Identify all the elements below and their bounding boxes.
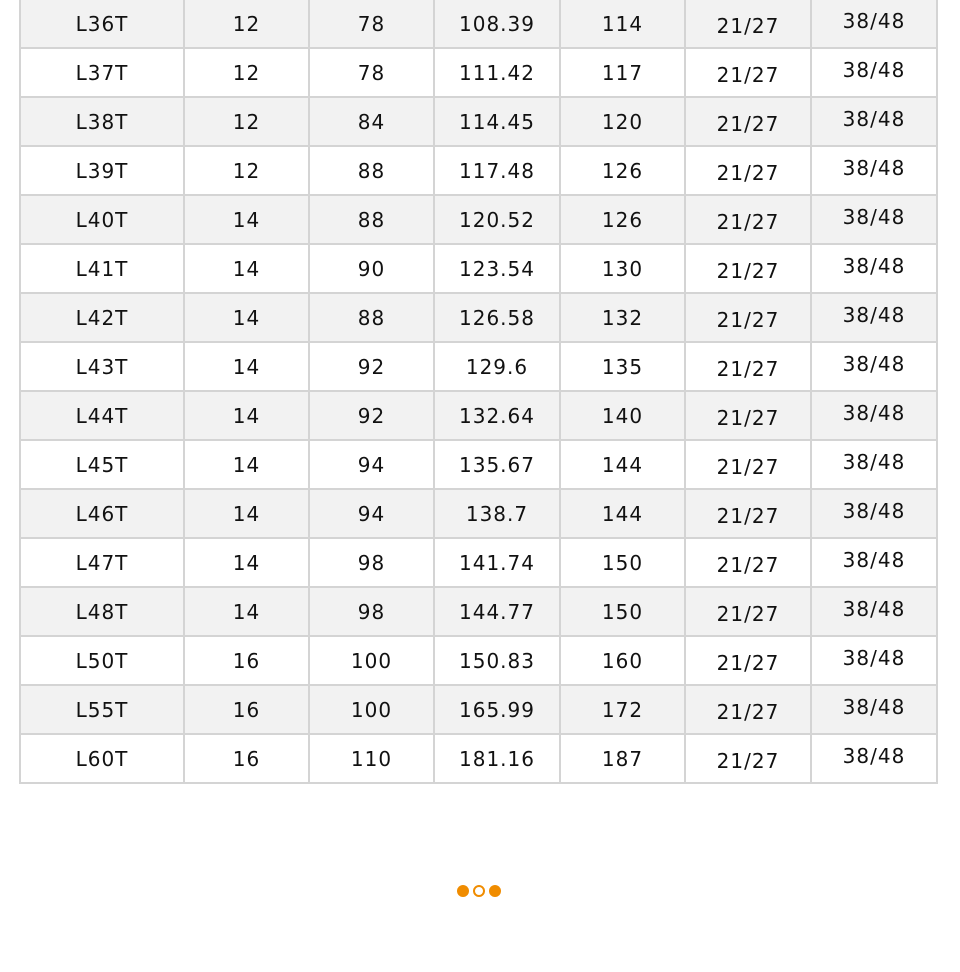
table-cell: L48T xyxy=(20,587,184,636)
table-cell: 12 xyxy=(184,48,309,97)
table-row xyxy=(20,587,937,636)
table-cell: L55T xyxy=(20,685,184,734)
table-cell: 38/48 xyxy=(811,538,937,587)
table-cell: 110 xyxy=(309,734,434,783)
table-cell: 165.99 xyxy=(434,685,560,734)
table-cell: L45T xyxy=(20,440,184,489)
table-cell: 126 xyxy=(560,146,685,195)
pagination-dot[interactable] xyxy=(489,885,501,897)
table-cell: 14 xyxy=(184,391,309,440)
table-cell: 38/48 xyxy=(811,734,937,783)
table-cell: 135 xyxy=(560,342,685,391)
table-cell: 130 xyxy=(560,244,685,293)
table-cell: 135.67 xyxy=(434,440,560,489)
table-cell: 126.58 xyxy=(434,293,560,342)
table-cell: 129.6 xyxy=(434,342,560,391)
table-cell: 88 xyxy=(309,146,434,195)
pagination-dot[interactable] xyxy=(457,885,469,897)
table-cell: 144 xyxy=(560,489,685,538)
table-cell: 38/48 xyxy=(811,489,937,538)
table-cell: 98 xyxy=(309,538,434,587)
table-cell: 78 xyxy=(309,48,434,97)
table-cell: 21/27 xyxy=(685,97,811,146)
table-row xyxy=(20,538,937,587)
table-cell: 38/48 xyxy=(811,195,937,244)
table-cell: 141.74 xyxy=(434,538,560,587)
table-row xyxy=(20,440,937,489)
table-cell: 126 xyxy=(560,195,685,244)
table-row xyxy=(20,489,937,538)
table-cell: 12 xyxy=(184,146,309,195)
table-cell: 38/48 xyxy=(811,97,937,146)
table-cell: 14 xyxy=(184,440,309,489)
table-row xyxy=(20,342,937,391)
table-cell: 14 xyxy=(184,587,309,636)
table-row xyxy=(20,48,937,97)
table-cell: 14 xyxy=(184,293,309,342)
table-cell: 38/48 xyxy=(811,293,937,342)
table-cell: 12 xyxy=(184,0,309,48)
table-cell: 123.54 xyxy=(434,244,560,293)
table-cell: 94 xyxy=(309,489,434,538)
table-cell: 21/27 xyxy=(685,489,811,538)
table-cell: 38/48 xyxy=(811,391,937,440)
table-cell: 88 xyxy=(309,293,434,342)
table-cell: 150.83 xyxy=(434,636,560,685)
table-cell: 38/48 xyxy=(811,587,937,636)
table-cell: 120 xyxy=(560,97,685,146)
table-cell: 16 xyxy=(184,734,309,783)
table-cell: 100 xyxy=(309,685,434,734)
carousel-pagination xyxy=(457,885,501,897)
table-cell: 38/48 xyxy=(811,146,937,195)
table-row xyxy=(20,734,937,783)
table-cell: 12 xyxy=(184,97,309,146)
table-cell: 150 xyxy=(560,587,685,636)
table-cell: 21/27 xyxy=(685,391,811,440)
table-cell: 21/27 xyxy=(685,440,811,489)
table-cell: 108.39 xyxy=(434,0,560,48)
table-cell: 117.48 xyxy=(434,146,560,195)
table-cell: 21/27 xyxy=(685,636,811,685)
table-cell: 21/27 xyxy=(685,538,811,587)
table-cell: 98 xyxy=(309,587,434,636)
table-cell: 100 xyxy=(309,636,434,685)
table-cell: 14 xyxy=(184,244,309,293)
table-cell: 14 xyxy=(184,538,309,587)
table-cell: L38T xyxy=(20,97,184,146)
table-row xyxy=(20,97,937,146)
table-row xyxy=(20,636,937,685)
table-cell: 144 xyxy=(560,440,685,489)
table-cell: 38/48 xyxy=(811,342,937,391)
table-cell: 21/27 xyxy=(685,587,811,636)
table-cell: 92 xyxy=(309,342,434,391)
table-cell: 111.42 xyxy=(434,48,560,97)
table-cell: L43T xyxy=(20,342,184,391)
spec-table xyxy=(19,0,938,784)
table-cell: 21/27 xyxy=(685,342,811,391)
table-row xyxy=(20,195,937,244)
table-cell: 21/27 xyxy=(685,244,811,293)
table-cell: 14 xyxy=(184,342,309,391)
table-cell: L46T xyxy=(20,489,184,538)
table-cell: 187 xyxy=(560,734,685,783)
table-cell: L50T xyxy=(20,636,184,685)
table-row xyxy=(20,0,937,48)
table-cell: 117 xyxy=(560,48,685,97)
table-body xyxy=(20,0,937,783)
table-cell: 114.45 xyxy=(434,97,560,146)
table-cell: 21/27 xyxy=(685,146,811,195)
table-cell: 172 xyxy=(560,685,685,734)
table-cell: 21/27 xyxy=(685,685,811,734)
table-cell: L42T xyxy=(20,293,184,342)
table-row xyxy=(20,146,937,195)
table-cell: 90 xyxy=(309,244,434,293)
table-cell: 114 xyxy=(560,0,685,48)
table-row xyxy=(20,244,937,293)
table-cell: 38/48 xyxy=(811,440,937,489)
table-cell: 16 xyxy=(184,685,309,734)
table-cell: 38/48 xyxy=(811,244,937,293)
table-cell: L39T xyxy=(20,146,184,195)
table-cell: 14 xyxy=(184,489,309,538)
table-cell: L37T xyxy=(20,48,184,97)
table-cell: 78 xyxy=(309,0,434,48)
table-cell: 138.7 xyxy=(434,489,560,538)
table-cell: 38/48 xyxy=(811,0,937,48)
table-cell: 16 xyxy=(184,636,309,685)
table-cell: 132 xyxy=(560,293,685,342)
pagination-dot[interactable] xyxy=(473,885,485,897)
table-cell: 21/27 xyxy=(685,48,811,97)
table-cell: 88 xyxy=(309,195,434,244)
table-cell: 14 xyxy=(184,195,309,244)
table-cell: 92 xyxy=(309,391,434,440)
table-cell: 181.16 xyxy=(434,734,560,783)
table-cell: 38/48 xyxy=(811,48,937,97)
table-row xyxy=(20,391,937,440)
table-cell: L60T xyxy=(20,734,184,783)
table-cell: 21/27 xyxy=(685,195,811,244)
table-cell: 120.52 xyxy=(434,195,560,244)
table-cell: 140 xyxy=(560,391,685,440)
table-row xyxy=(20,293,937,342)
table-cell: L44T xyxy=(20,391,184,440)
table-cell: 21/27 xyxy=(685,734,811,783)
table-cell: L36T xyxy=(20,0,184,48)
table-cell: 38/48 xyxy=(811,685,937,734)
table-cell: 94 xyxy=(309,440,434,489)
table-cell: L41T xyxy=(20,244,184,293)
table-cell: 144.77 xyxy=(434,587,560,636)
table-cell: 84 xyxy=(309,97,434,146)
table-cell: 21/27 xyxy=(685,293,811,342)
table-cell: 38/48 xyxy=(811,636,937,685)
table-cell: 150 xyxy=(560,538,685,587)
table-cell: L40T xyxy=(20,195,184,244)
table-cell: L47T xyxy=(20,538,184,587)
table-row xyxy=(20,685,937,734)
table-cell: 160 xyxy=(560,636,685,685)
table-cell: 132.64 xyxy=(434,391,560,440)
table-cell: 21/27 xyxy=(685,0,811,48)
